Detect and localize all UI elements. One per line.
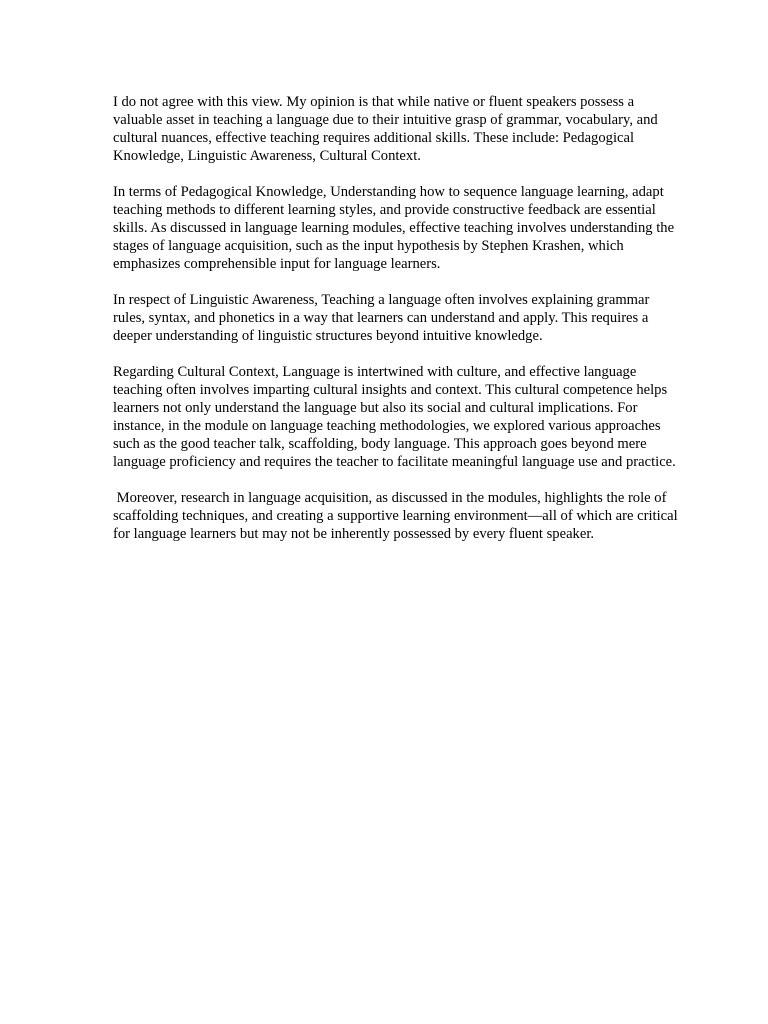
paragraph-linguistic-awareness: In respect of Linguistic Awareness, Teaching a language often involves explaining grammar rules, syntax, and phonetics in a way that learners can understand and apply. This requires a deeper understanding of linguistic structures beyond intuitive knowledge. [113,292,650,344]
paragraph-pedagogical-knowledge: In terms of Pedagogical Knowledge, Understanding how to sequence language learning, adapt teaching methods to different learning styles, and provide constructive feedback are essential skills. As discussed in language learning modules, effective teaching involves understanding the stages of language acquisition, such as the input hypothesis by Stephen Krashen, which emphasizes comprehensible input for language learners. [113,184,675,272]
paragraph-introduction: I do not agree with this view. My opinion is that while native or fluent speakers possess a valuable asset in teaching a language due to their intuitive grasp of grammar, vocabulary, and cultural nuances, effective teaching requires additional skills. These include: Pedagogical Knowledge, Linguistic Awareness, Cultural Context. [113,94,658,164]
document-body [113,93,685,561]
paragraph-cultural-context: Regarding Cultural Context, Language is intertwined with culture, and effective language teaching often involves imparting cultural insights and context. This cultural competence helps learners not only understand the language but also its social and cultural implications. For instance, in the module on language teaching methodologies, we explored various approaches such as the good teacher talk, scaffolding, body language. This approach goes beyond mere language proficiency and requires the teacher to facilitate meaningful language use and practice. [113,364,676,470]
paragraph-conclusion: Moreover, research in language acquisition, as discussed in the modules, highlights the role of scaffolding techniques, and creating a supportive learning environment—all of which are critical for language learners but may not be inherently possessed by every fluent speaker. [113,490,682,542]
